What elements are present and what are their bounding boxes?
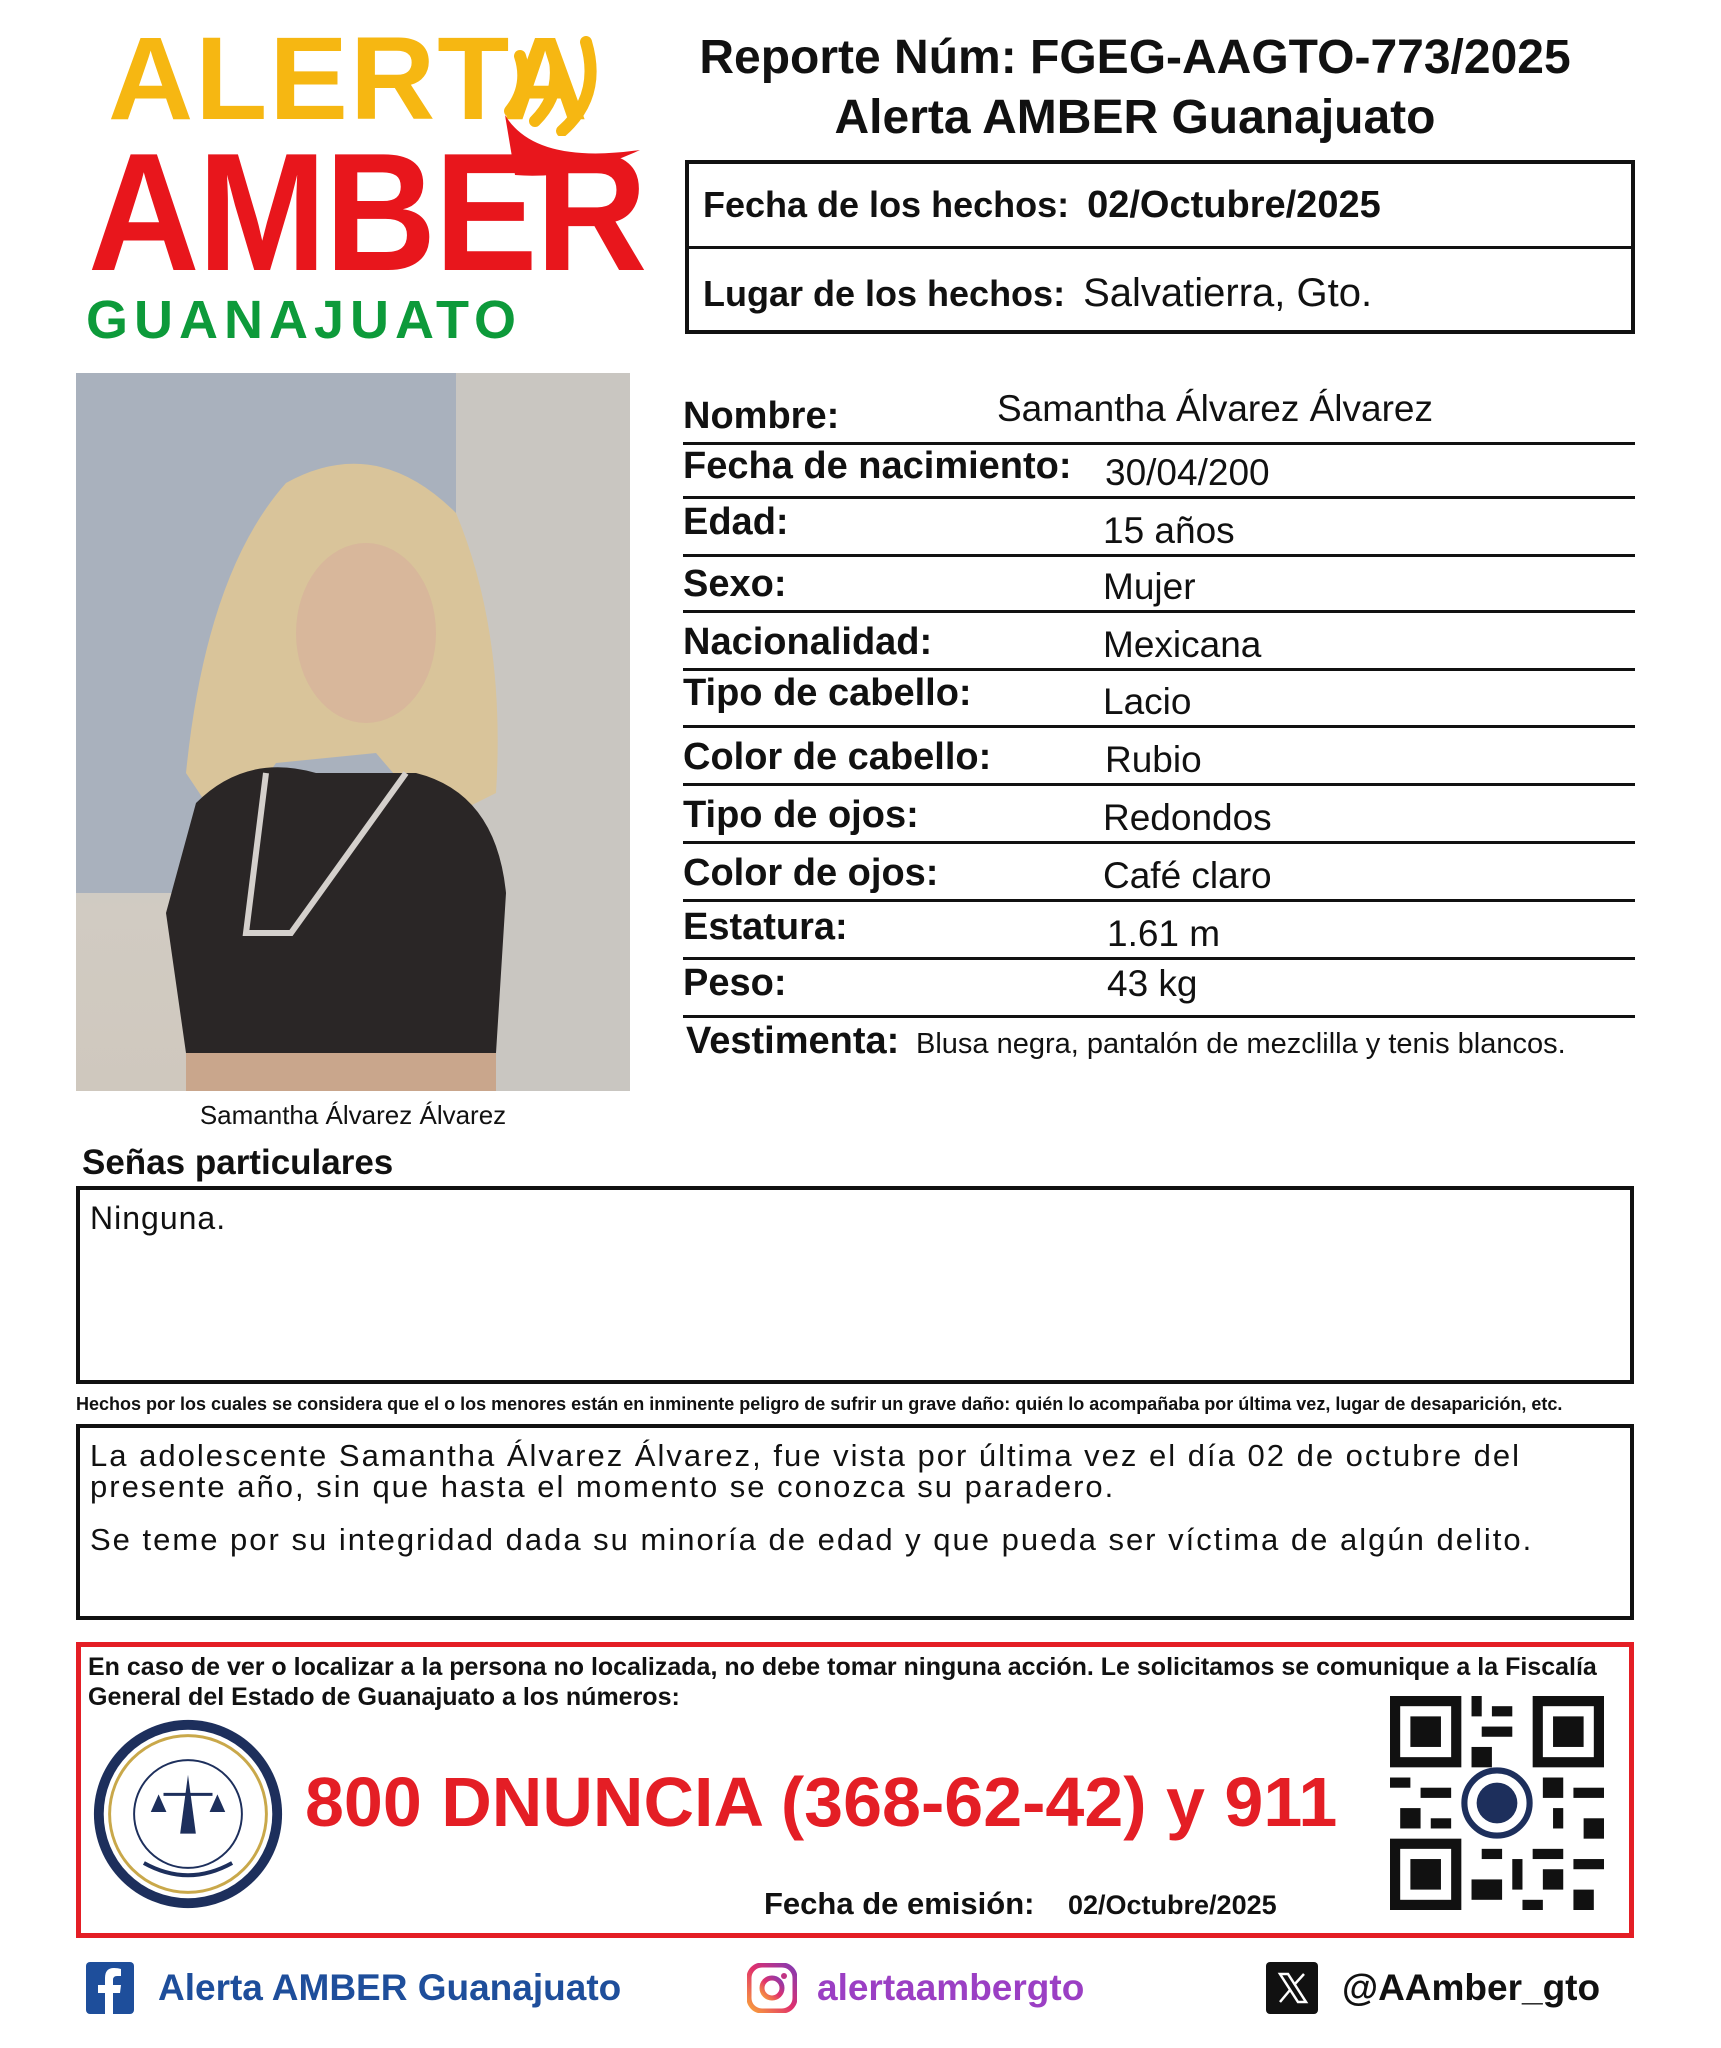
logo-amber-text: AMBER (88, 118, 646, 306)
detail-value: Mujer (1103, 566, 1196, 607)
detail-value: Mexicana (1103, 624, 1262, 665)
lugar-hechos-value: Salvatierra, Gto. (1083, 271, 1373, 315)
instagram-handle[interactable]: alertaambergto (817, 1967, 1085, 2008)
hechos-note: Hechos por los cuales se considera que el o los menores están en inminente peligro de sufrir un grave daño: quién lo acompañaba por última vez, lugar de desaparición, etc. (76, 1394, 1563, 1414)
detail-label: Edad: (683, 501, 789, 543)
qr-code-icon[interactable] (1390, 1696, 1604, 1910)
logo-alerta-text: ALERTA (108, 13, 590, 145)
lugar-hechos-row (689, 251, 1631, 336)
detail-label: Sexo: (683, 563, 787, 605)
report-header (620, 28, 1650, 148)
detail-row-edad (683, 499, 1635, 557)
detail-label: Estatura: (683, 906, 848, 948)
contact-phone-number[interactable]: 800 DNUNCIA (368-62-42) y 911 (305, 1763, 1338, 1841)
logo-guanajuato-text: GUANAJUATO (86, 290, 523, 350)
report-subtitle: Alerta AMBER Guanajuato (834, 91, 1436, 144)
detail-row-tipo-cabello (683, 671, 1635, 728)
fiscalia-seal-icon (90, 1716, 286, 1912)
detail-value: 15 años (1103, 510, 1235, 551)
detail-label: Nombre: (683, 395, 840, 437)
detail-row-nacionalidad (683, 613, 1635, 671)
description-paragraph-1: La adolescente Samantha Álvarez Álvarez, fue vista por última vez el día 02 de octubre del presente año, sin que hasta el momento se conozca su paradero. (90, 1438, 1522, 1504)
missing-person-photo (76, 373, 630, 1091)
contact-instructions: En caso de ver o localizar a la persona no localizada, no debe tomar ninguna acción. Le solicitamos se comunique a la Fiscalía General del Estado de Guanajuato a los números: (88, 1653, 1597, 1711)
fecha-hechos-value: 02/Octubre/2025 (1087, 183, 1381, 226)
social-x[interactable] (1266, 1958, 1600, 2018)
vestimenta-value: Blusa negra, pantalón de mezclilla y tenis blancos. (916, 1028, 1566, 1060)
detail-label: Nacionalidad: (683, 621, 933, 663)
emision-label: Fecha de emisión: (764, 1886, 1035, 1921)
detail-value: Rubio (1105, 739, 1202, 780)
detail-label: Peso: (683, 962, 787, 1004)
detail-row-tipo-ojos (683, 786, 1635, 844)
x-handle[interactable]: @AAmber_gto (1342, 1967, 1601, 2008)
vestimenta-label: Vestimenta: (686, 1020, 900, 1062)
emision-value: 02/Octubre/2025 (1068, 1890, 1277, 1920)
detail-value: Redondos (1103, 797, 1272, 838)
lugar-hechos-label: Lugar de los hechos: (703, 272, 1066, 314)
senas-title: Señas particulares (82, 1143, 394, 1182)
social-facebook[interactable] (86, 1958, 621, 2018)
detail-row-nombre (683, 388, 1635, 445)
facts-box (685, 160, 1635, 334)
detail-label: Tipo de ojos: (683, 794, 919, 836)
detail-row-sexo (683, 557, 1635, 613)
detail-label: Color de ojos: (683, 852, 939, 894)
detail-row-estatura (683, 902, 1635, 960)
detail-label: Tipo de cabello: (683, 672, 972, 714)
detail-value: Café claro (1103, 855, 1272, 896)
social-instagram[interactable] (747, 1958, 1084, 2018)
description-paragraph-2: Se teme por su integridad dada su minoría de edad y que pueda ser víctima de algún delito. (90, 1522, 1534, 1557)
facebook-icon (86, 1962, 134, 2014)
fecha-hechos-row (689, 164, 1631, 249)
detail-value: Lacio (1103, 681, 1192, 722)
detail-value: 43 kg (1107, 963, 1198, 1004)
report-number: Reporte Núm: FGEG-AAGTO-773/2025 (699, 31, 1571, 84)
detail-value: Samantha Álvarez Álvarez (997, 388, 1433, 429)
detail-value: 30/04/200 (1105, 452, 1270, 493)
description-box (76, 1424, 1634, 1620)
senas-box (76, 1186, 1634, 1384)
photo-caption: Samantha Álvarez Álvarez (199, 1100, 507, 1130)
senas-value: Ninguna. (90, 1200, 227, 1236)
x-logo-icon (1266, 1962, 1318, 2014)
instagram-icon (747, 1963, 797, 2013)
detail-label: Fecha de nacimiento: (683, 445, 1072, 487)
detail-row-peso (683, 960, 1635, 1018)
detail-value: 1.61 m (1107, 913, 1221, 954)
detail-label: Color de cabello: (683, 736, 992, 778)
fecha-hechos-label: Fecha de los hechos: (703, 184, 1070, 225)
detail-row-color-cabello (683, 728, 1635, 786)
facebook-handle[interactable]: Alerta AMBER Guanajuato (158, 1967, 622, 2008)
detail-row-fecha-nacimiento (683, 442, 1635, 499)
detail-row-color-ojos (683, 844, 1635, 902)
